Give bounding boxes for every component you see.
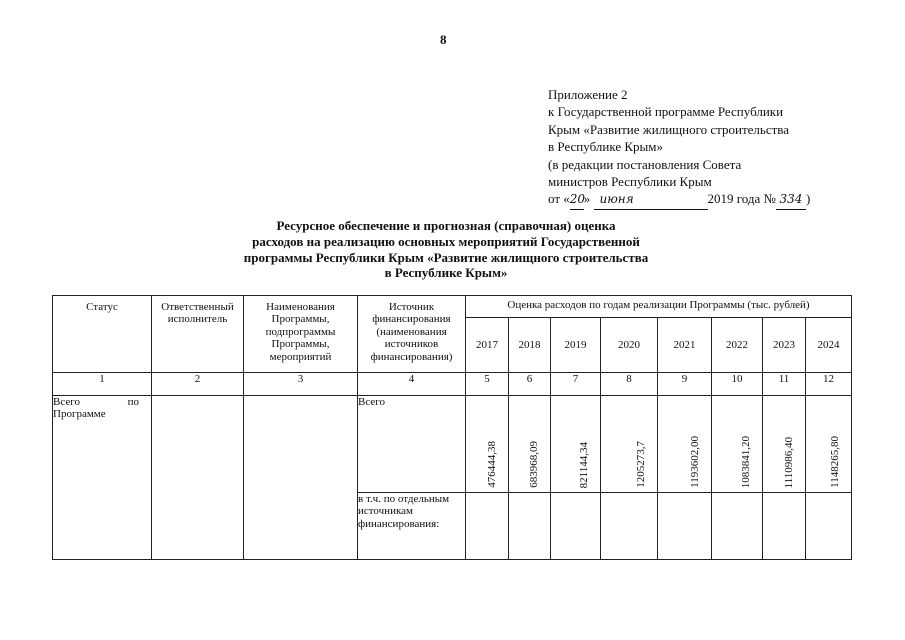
- date-day-handwritten: 20: [570, 191, 584, 209]
- value-2022: 1083841,20: [739, 435, 752, 488]
- source-sub-text: в т.ч. по отдельным источникам финансирования:: [358, 493, 450, 530]
- year-header: 2019: [551, 318, 601, 373]
- column-number: 11: [763, 373, 806, 396]
- year-header: 2017: [466, 318, 509, 373]
- value-cell: [658, 396, 712, 493]
- year-header: 2022: [712, 318, 763, 373]
- budget-table: [52, 295, 852, 560]
- value-2017: 476444,38: [485, 441, 498, 488]
- source-sub-cell: [358, 493, 466, 560]
- appendix-block: [548, 86, 810, 210]
- appendix-date-line: [548, 190, 810, 209]
- header-estimate: Оценка расходов по годам реализации Программы (тыс. рублей): [466, 296, 852, 318]
- empty-value-cell: [509, 493, 551, 560]
- column-number: 10: [712, 373, 763, 396]
- column-number: 1: [53, 373, 152, 396]
- year-header: 2018: [509, 318, 551, 373]
- column-number: 12: [806, 373, 852, 396]
- header-status: Статус: [53, 296, 152, 373]
- date-year: 2019 года №: [707, 191, 776, 207]
- year-header: 2020: [601, 318, 658, 373]
- empty-value-cell: [658, 493, 712, 560]
- column-number-row: [53, 373, 852, 396]
- value-2024: 1148265,80: [828, 436, 841, 488]
- column-number: 9: [658, 373, 712, 396]
- value-2021: 1193602,00: [688, 436, 701, 488]
- year-header: 2023: [763, 318, 806, 373]
- names-cell: [244, 396, 358, 560]
- title-line: расходов на реализацию основных мероприятий Государственной: [252, 233, 640, 249]
- appendix-line: к Государственной программе Республики: [548, 104, 784, 120]
- date-month-handwritten: июня: [594, 191, 708, 209]
- header-source: Источник финансирования (наименования источников финансирования): [358, 296, 466, 373]
- value-cell: [712, 396, 763, 493]
- column-number: 6: [509, 373, 551, 396]
- empty-value-cell: [601, 493, 658, 560]
- title-line: Ресурсное обеспечение и прогнозная (справочная) оценка: [276, 218, 616, 233]
- header-executor: Ответственный исполнитель: [152, 296, 244, 373]
- title-line: программы Республики Крым «Развитие жилищного строительства: [243, 249, 649, 265]
- status-cell: [53, 396, 152, 560]
- date-prefix: от «: [548, 191, 570, 207]
- empty-value-cell: [763, 493, 806, 560]
- empty-value-cell: [551, 493, 601, 560]
- header-row: [53, 296, 852, 318]
- value-cell: [551, 396, 601, 493]
- value-cell: [601, 396, 658, 493]
- column-number: 7: [551, 373, 601, 396]
- value-2019: 821144,34: [577, 441, 590, 488]
- column-number: 4: [358, 373, 466, 396]
- value-cell: [763, 396, 806, 493]
- total-row: [53, 396, 852, 493]
- value-2023: 1110986,40: [782, 436, 795, 488]
- column-number: 3: [244, 373, 358, 396]
- status-text: Всего по Программе: [53, 396, 139, 421]
- source-total: Всего: [358, 396, 466, 493]
- header-names: Наименования Программы, подпрограммы Программы, мероприятий: [244, 296, 358, 373]
- year-header: 2021: [658, 318, 712, 373]
- date-close: ): [805, 191, 811, 207]
- value-cell: [466, 396, 509, 493]
- empty-value-cell: [712, 493, 763, 560]
- value-cell: [509, 396, 551, 493]
- document-title: [196, 218, 696, 281]
- empty-value-cell: [806, 493, 852, 560]
- appendix-line: (в редакции постановления Совета: [548, 156, 742, 172]
- column-number: 2: [152, 373, 244, 396]
- value-2020: 1205273,7: [634, 441, 647, 488]
- value-cell: [806, 396, 852, 493]
- page-number: 8: [440, 32, 447, 47]
- executor-cell: [152, 396, 244, 560]
- title-line: в Республике Крым»: [384, 265, 508, 281]
- value-2018: 683968,09: [527, 441, 540, 488]
- appendix-line: Приложение 2: [548, 87, 628, 102]
- date-mid: »: [583, 191, 591, 207]
- appendix-line: Крым «Развитие жилищного строительства: [548, 121, 790, 137]
- appendix-line: министров Республики Крым: [548, 174, 712, 190]
- appendix-line: в Республике Крым»: [548, 139, 663, 155]
- column-number: 5: [466, 373, 509, 396]
- column-number: 8: [601, 373, 658, 396]
- year-header: 2024: [806, 318, 852, 373]
- doc-number-handwritten: 334: [776, 191, 806, 209]
- empty-value-cell: [466, 493, 509, 560]
